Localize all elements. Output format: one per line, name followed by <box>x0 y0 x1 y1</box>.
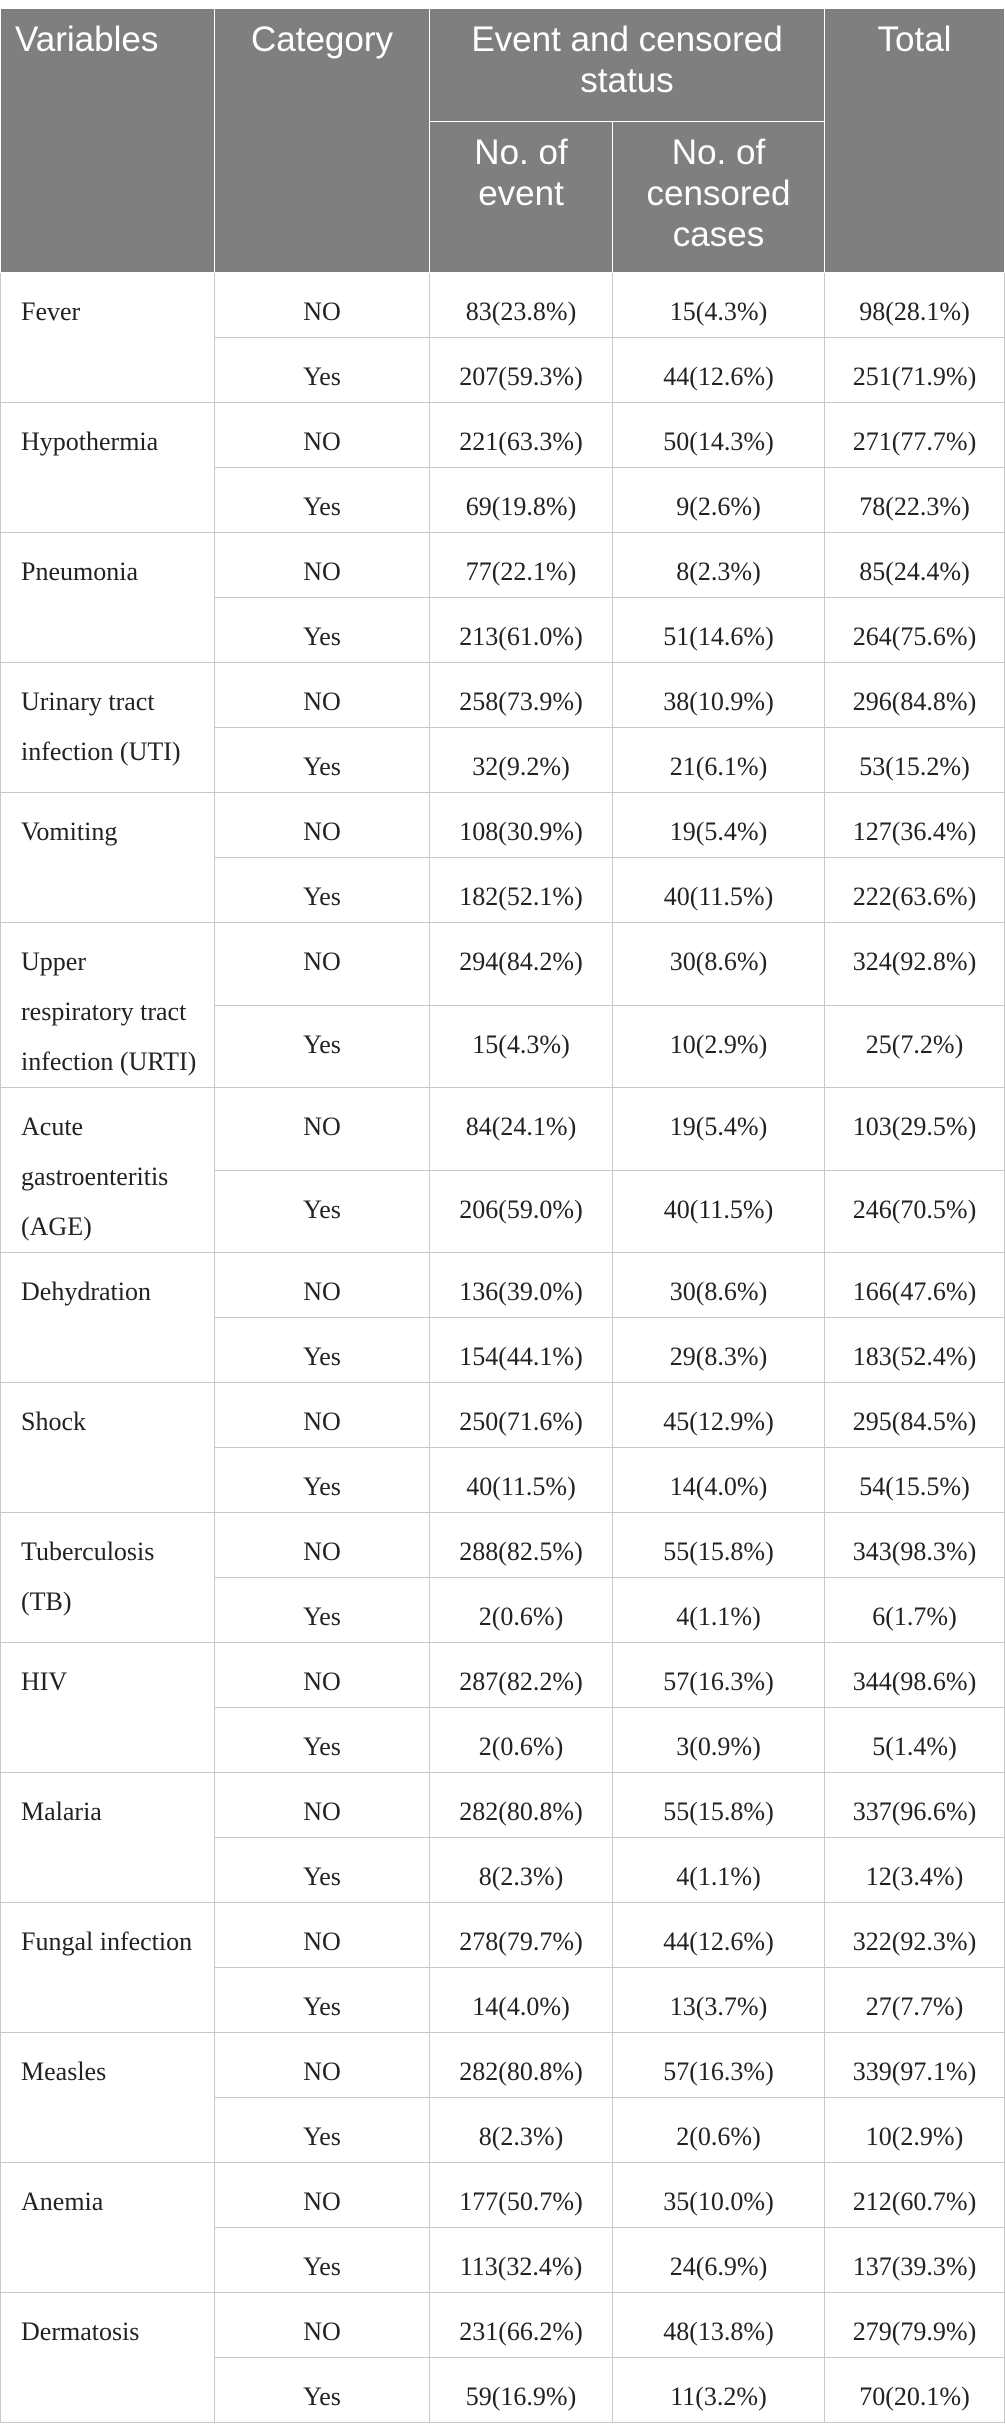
category-cell: NO <box>215 1383 430 1448</box>
censored-cell: 13(3.7%) <box>613 1968 825 2033</box>
table-header <box>1 9 1005 273</box>
variable-name: Anemia <box>1 2163 215 2293</box>
category-cell: NO <box>215 273 430 338</box>
total-cell: 264(75.6%) <box>825 598 1005 663</box>
total-cell: 54(15.5%) <box>825 1448 1005 1513</box>
variable-name: Dehydration <box>1 1253 215 1383</box>
table-row <box>1 1773 1005 1838</box>
censored-cell: 50(14.3%) <box>613 403 825 468</box>
table-row <box>1 1253 1005 1318</box>
data-table <box>0 8 1005 2423</box>
total-cell: 70(20.1%) <box>825 2358 1005 2423</box>
event-cell: 69(19.8%) <box>430 468 613 533</box>
event-cell: 59(16.9%) <box>430 2358 613 2423</box>
category-cell: Yes <box>215 2098 430 2163</box>
variable-name: Urinary tract infection (UTI) <box>1 663 215 793</box>
total-cell: 271(77.7%) <box>825 403 1005 468</box>
category-cell: Yes <box>215 1968 430 2033</box>
total-cell: 222(63.6%) <box>825 858 1005 923</box>
variable-name: Fever <box>1 273 215 403</box>
header-event-group: Event and censored status <box>430 9 825 122</box>
total-cell: 183(52.4%) <box>825 1318 1005 1383</box>
category-cell: NO <box>215 663 430 728</box>
event-cell: 15(4.3%) <box>430 1005 613 1088</box>
censored-cell: 38(10.9%) <box>613 663 825 728</box>
event-cell: 287(82.2%) <box>430 1643 613 1708</box>
category-cell: Yes <box>215 1448 430 1513</box>
variable-name: Fungal infection <box>1 1903 215 2033</box>
category-cell: Yes <box>215 1170 430 1253</box>
censored-cell: 3(0.9%) <box>613 1708 825 1773</box>
table-row <box>1 273 1005 338</box>
censored-cell: 11(3.2%) <box>613 2358 825 2423</box>
censored-cell: 21(6.1%) <box>613 728 825 793</box>
variable-name: HIV <box>1 1643 215 1773</box>
variable-name: Pneumonia <box>1 533 215 663</box>
category-cell: Yes <box>215 858 430 923</box>
event-cell: 213(61.0%) <box>430 598 613 663</box>
total-cell: 25(7.2%) <box>825 1005 1005 1088</box>
total-cell: 339(97.1%) <box>825 2033 1005 2098</box>
event-cell: 40(11.5%) <box>430 1448 613 1513</box>
censored-cell: 2(0.6%) <box>613 2098 825 2163</box>
variable-name: Measles <box>1 2033 215 2163</box>
event-cell: 231(66.2%) <box>430 2293 613 2358</box>
event-cell: 2(0.6%) <box>430 1578 613 1643</box>
censored-cell: 57(16.3%) <box>613 1643 825 1708</box>
censored-cell: 30(8.6%) <box>613 1253 825 1318</box>
censored-cell: 51(14.6%) <box>613 598 825 663</box>
total-cell: 296(84.8%) <box>825 663 1005 728</box>
event-cell: 2(0.6%) <box>430 1708 613 1773</box>
total-cell: 322(92.3%) <box>825 1903 1005 1968</box>
table-row <box>1 923 1005 1006</box>
total-cell: 279(79.9%) <box>825 2293 1005 2358</box>
event-cell: 136(39.0%) <box>430 1253 613 1318</box>
censored-cell: 55(15.8%) <box>613 1513 825 1578</box>
category-cell: NO <box>215 1773 430 1838</box>
event-cell: 177(50.7%) <box>430 2163 613 2228</box>
table-row <box>1 663 1005 728</box>
censored-cell: 9(2.6%) <box>613 468 825 533</box>
total-cell: 27(7.7%) <box>825 1968 1005 2033</box>
total-cell: 98(28.1%) <box>825 273 1005 338</box>
event-cell: 294(84.2%) <box>430 923 613 1006</box>
total-cell: 12(3.4%) <box>825 1838 1005 1903</box>
event-cell: 108(30.9%) <box>430 793 613 858</box>
event-cell: 221(63.3%) <box>430 403 613 468</box>
censored-cell: 57(16.3%) <box>613 2033 825 2098</box>
category-cell: NO <box>215 1643 430 1708</box>
header-no-censored: No. of censored cases <box>613 122 825 273</box>
event-cell: 182(52.1%) <box>430 858 613 923</box>
censored-cell: 4(1.1%) <box>613 1838 825 1903</box>
category-cell: Yes <box>215 1318 430 1383</box>
total-cell: 85(24.4%) <box>825 533 1005 598</box>
event-cell: 278(79.7%) <box>430 1903 613 1968</box>
censored-cell: 19(5.4%) <box>613 1088 825 1171</box>
category-cell: Yes <box>215 338 430 403</box>
event-cell: 83(23.8%) <box>430 273 613 338</box>
event-cell: 113(32.4%) <box>430 2228 613 2293</box>
censored-cell: 8(2.3%) <box>613 533 825 598</box>
variable-name: Hypothermia <box>1 403 215 533</box>
censored-cell: 44(12.6%) <box>613 338 825 403</box>
event-cell: 77(22.1%) <box>430 533 613 598</box>
total-cell: 166(47.6%) <box>825 1253 1005 1318</box>
header-no-event: No. of event <box>430 122 613 273</box>
total-cell: 10(2.9%) <box>825 2098 1005 2163</box>
table-row <box>1 403 1005 468</box>
category-cell: NO <box>215 2293 430 2358</box>
censored-cell: 24(6.9%) <box>613 2228 825 2293</box>
event-cell: 32(9.2%) <box>430 728 613 793</box>
censored-cell: 15(4.3%) <box>613 273 825 338</box>
total-cell: 337(96.6%) <box>825 1773 1005 1838</box>
total-cell: 212(60.7%) <box>825 2163 1005 2228</box>
censored-cell: 14(4.0%) <box>613 1448 825 1513</box>
variable-name: Shock <box>1 1383 215 1513</box>
event-cell: 282(80.8%) <box>430 1773 613 1838</box>
category-cell: Yes <box>215 1708 430 1773</box>
total-cell: 246(70.5%) <box>825 1170 1005 1253</box>
total-cell: 127(36.4%) <box>825 793 1005 858</box>
event-cell: 154(44.1%) <box>430 1318 613 1383</box>
category-cell: NO <box>215 1513 430 1578</box>
table-row <box>1 1643 1005 1708</box>
event-cell: 84(24.1%) <box>430 1088 613 1171</box>
category-cell: Yes <box>215 468 430 533</box>
variable-name: Tuberculosis (TB) <box>1 1513 215 1643</box>
total-cell: 295(84.5%) <box>825 1383 1005 1448</box>
total-cell: 324(92.8%) <box>825 923 1005 1006</box>
censored-cell: 55(15.8%) <box>613 1773 825 1838</box>
total-cell: 53(15.2%) <box>825 728 1005 793</box>
category-cell: NO <box>215 533 430 598</box>
censored-cell: 19(5.4%) <box>613 793 825 858</box>
table-body <box>1 273 1005 2423</box>
censored-cell: 4(1.1%) <box>613 1578 825 1643</box>
table-row <box>1 533 1005 598</box>
censored-cell: 48(13.8%) <box>613 2293 825 2358</box>
category-cell: Yes <box>215 2228 430 2293</box>
category-cell: Yes <box>215 1578 430 1643</box>
censored-cell: 40(11.5%) <box>613 858 825 923</box>
table-row <box>1 1903 1005 1968</box>
variable-name: Malaria <box>1 1773 215 1903</box>
censored-cell: 30(8.6%) <box>613 923 825 1006</box>
category-cell: NO <box>215 1088 430 1171</box>
category-cell: NO <box>215 403 430 468</box>
censored-cell: 45(12.9%) <box>613 1383 825 1448</box>
category-cell: NO <box>215 1903 430 1968</box>
total-cell: 78(22.3%) <box>825 468 1005 533</box>
category-cell: NO <box>215 793 430 858</box>
table-row <box>1 793 1005 858</box>
table-row <box>1 2033 1005 2098</box>
total-cell: 343(98.3%) <box>825 1513 1005 1578</box>
censored-cell: 10(2.9%) <box>613 1005 825 1088</box>
category-cell: Yes <box>215 2358 430 2423</box>
variable-name: Dermatosis <box>1 2293 215 2423</box>
censored-cell: 40(11.5%) <box>613 1170 825 1253</box>
total-cell: 5(1.4%) <box>825 1708 1005 1773</box>
total-cell: 103(29.5%) <box>825 1088 1005 1171</box>
event-cell: 250(71.6%) <box>430 1383 613 1448</box>
event-cell: 282(80.8%) <box>430 2033 613 2098</box>
category-cell: Yes <box>215 1005 430 1088</box>
header-category: Category <box>215 9 430 273</box>
header-variables: Variables <box>1 9 215 273</box>
total-cell: 137(39.3%) <box>825 2228 1005 2293</box>
event-cell: 8(2.3%) <box>430 2098 613 2163</box>
variable-name: Vomiting <box>1 793 215 923</box>
variable-name: Upper respiratory tract infection (URTI) <box>1 923 215 1088</box>
category-cell: NO <box>215 2033 430 2098</box>
event-cell: 8(2.3%) <box>430 1838 613 1903</box>
event-cell: 258(73.9%) <box>430 663 613 728</box>
total-cell: 251(71.9%) <box>825 338 1005 403</box>
category-cell: NO <box>215 923 430 1006</box>
category-cell: Yes <box>215 1838 430 1903</box>
event-cell: 206(59.0%) <box>430 1170 613 1253</box>
header-total: Total <box>825 9 1005 273</box>
total-cell: 6(1.7%) <box>825 1578 1005 1643</box>
table-row <box>1 2293 1005 2358</box>
censored-cell: 35(10.0%) <box>613 2163 825 2228</box>
event-cell: 288(82.5%) <box>430 1513 613 1578</box>
variable-name: Acute gastroenteritis (AGE) <box>1 1088 215 1253</box>
table-row <box>1 1513 1005 1578</box>
category-cell: NO <box>215 1253 430 1318</box>
category-cell: Yes <box>215 598 430 663</box>
censored-cell: 44(12.6%) <box>613 1903 825 1968</box>
category-cell: NO <box>215 2163 430 2228</box>
event-cell: 14(4.0%) <box>430 1968 613 2033</box>
event-cell: 207(59.3%) <box>430 338 613 403</box>
table-row <box>1 1088 1005 1171</box>
category-cell: Yes <box>215 728 430 793</box>
table-row <box>1 2163 1005 2228</box>
censored-cell: 29(8.3%) <box>613 1318 825 1383</box>
table-row <box>1 1383 1005 1448</box>
total-cell: 344(98.6%) <box>825 1643 1005 1708</box>
